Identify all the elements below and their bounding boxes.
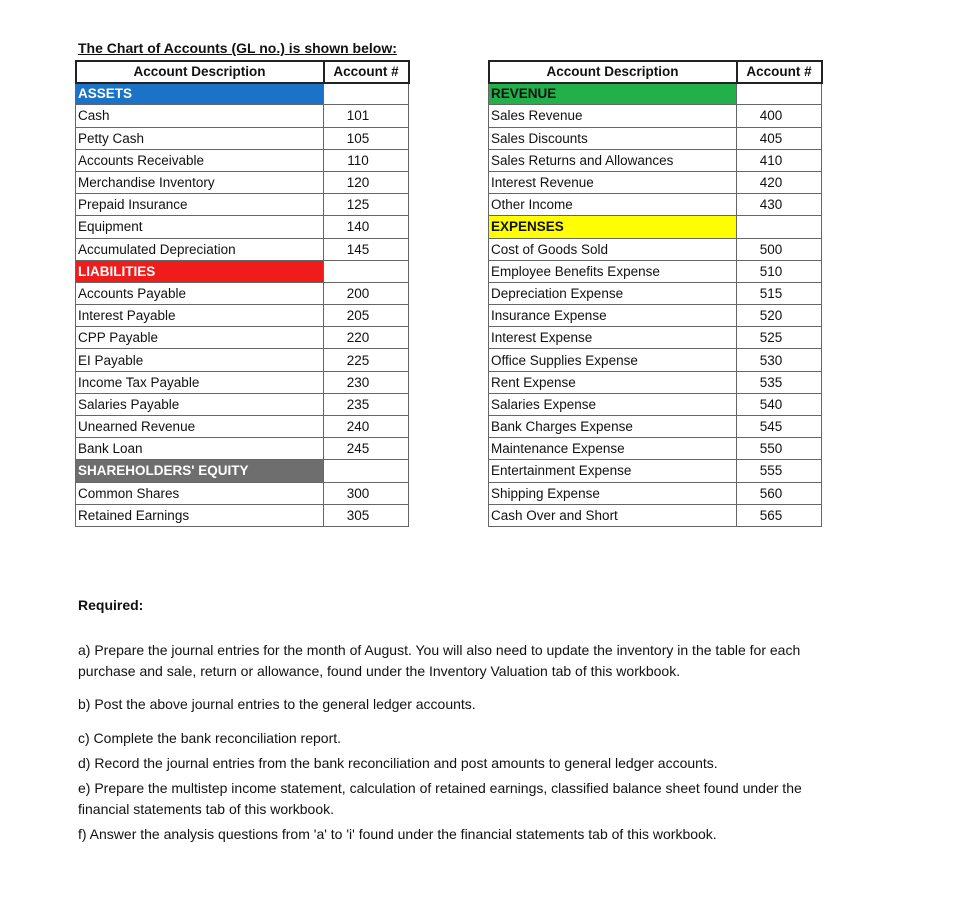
- account-row: [489, 393, 822, 415]
- account-number: 245: [324, 438, 409, 460]
- account-row: [489, 149, 822, 171]
- category-row: [489, 83, 822, 105]
- category-label: EXPENSES: [489, 216, 737, 238]
- account-row: [76, 127, 409, 149]
- account-number: [324, 460, 409, 482]
- account-number-header: Account #: [737, 61, 822, 83]
- account-number: 405: [737, 127, 822, 149]
- required-item-f: f) Answer the analysis questions from 'a' to 'i' found under the financial statements tab of this workbook.: [78, 826, 717, 842]
- account-number: 105: [324, 127, 409, 149]
- account-number: 140: [324, 216, 409, 238]
- category-label: SHAREHOLDERS' EQUITY: [76, 460, 324, 482]
- chart-of-accounts-left-table: [75, 60, 409, 527]
- account-row: [489, 238, 822, 260]
- account-row: [489, 171, 822, 193]
- account-description: Bank Charges Expense: [489, 416, 737, 438]
- account-number: 101: [324, 105, 409, 127]
- account-description: Sales Revenue: [489, 105, 737, 127]
- account-description: Accounts Receivable: [76, 149, 324, 171]
- account-description: Depreciation Expense: [489, 282, 737, 304]
- account-number: 200: [324, 282, 409, 304]
- required-item-d: d) Record the journal entries from the bank reconciliation and post amounts to general ledger accounts.: [78, 755, 718, 771]
- required-item-c: c) Complete the bank reconciliation report.: [78, 730, 342, 746]
- account-number: 225: [324, 349, 409, 371]
- account-description: Shipping Expense: [489, 482, 737, 504]
- account-description: Salaries Expense: [489, 393, 737, 415]
- account-description-header: Account Description: [76, 61, 324, 83]
- account-description-header: Account Description: [489, 61, 737, 83]
- account-row: [76, 105, 409, 127]
- account-description: Rent Expense: [489, 371, 737, 393]
- account-number: 560: [737, 482, 822, 504]
- account-row: [489, 194, 822, 216]
- account-number: [324, 260, 409, 282]
- account-number: 520: [737, 305, 822, 327]
- account-number: 220: [324, 327, 409, 349]
- account-number: 545: [737, 416, 822, 438]
- account-number: 400: [737, 105, 822, 127]
- account-number: 300: [324, 482, 409, 504]
- account-description: Common Shares: [76, 482, 324, 504]
- category-row: [76, 460, 409, 482]
- account-description: Petty Cash: [76, 127, 324, 149]
- chart-of-accounts-right-table: [488, 60, 822, 527]
- account-description: Bank Loan: [76, 438, 324, 460]
- account-row: [489, 349, 822, 371]
- table-header-row: [489, 61, 822, 83]
- account-number: 145: [324, 238, 409, 260]
- account-description: Interest Revenue: [489, 171, 737, 193]
- account-row: [76, 393, 409, 415]
- account-description: Accounts Payable: [76, 282, 324, 304]
- required-item-b: b) Post the above journal entries to the general ledger accounts.: [78, 696, 476, 712]
- required-item-e: e) Prepare the multistep income statement, calculation of retained earnings, classified balance sheet found under the financial statements tab of this workbook.: [78, 780, 802, 817]
- account-row: [489, 416, 822, 438]
- account-number: 430: [737, 194, 822, 216]
- account-number-header: Account #: [324, 61, 409, 83]
- category-label: REVENUE: [489, 83, 737, 105]
- account-number: 515: [737, 282, 822, 304]
- account-row: [76, 416, 409, 438]
- account-row: [489, 482, 822, 504]
- account-row: [76, 282, 409, 304]
- account-row: [76, 238, 409, 260]
- account-number: 205: [324, 305, 409, 327]
- account-row: [76, 171, 409, 193]
- account-description: Employee Benefits Expense: [489, 260, 737, 282]
- account-number: 530: [737, 349, 822, 371]
- account-description: Salaries Payable: [76, 393, 324, 415]
- account-description: Accumulated Depreciation: [76, 238, 324, 260]
- account-row: [76, 216, 409, 238]
- account-number: [737, 216, 822, 238]
- account-number: 410: [737, 149, 822, 171]
- account-description: Equipment: [76, 216, 324, 238]
- account-number: 500: [737, 238, 822, 260]
- account-row: [76, 327, 409, 349]
- account-number: 510: [737, 260, 822, 282]
- account-description: EI Payable: [76, 349, 324, 371]
- account-row: [76, 482, 409, 504]
- page-title: The Chart of Accounts (GL no.) is shown below:: [78, 40, 397, 56]
- required-heading: Required:: [78, 597, 144, 613]
- account-number: [737, 83, 822, 105]
- account-description: Interest Expense: [489, 327, 737, 349]
- account-description: Other Income: [489, 194, 737, 216]
- account-number: 125: [324, 194, 409, 216]
- account-row: [76, 371, 409, 393]
- account-number: 110: [324, 149, 409, 171]
- account-row: [489, 327, 822, 349]
- account-description: CPP Payable: [76, 327, 324, 349]
- account-number: 120: [324, 171, 409, 193]
- account-number: 550: [737, 438, 822, 460]
- account-description: Cash Over and Short: [489, 504, 737, 526]
- account-number: [324, 83, 409, 105]
- account-description: Entertainment Expense: [489, 460, 737, 482]
- account-description: Retained Earnings: [76, 504, 324, 526]
- account-description: Interest Payable: [76, 305, 324, 327]
- category-row: [76, 260, 409, 282]
- account-description: Cost of Goods Sold: [489, 238, 737, 260]
- account-number: 565: [737, 504, 822, 526]
- account-row: [76, 438, 409, 460]
- account-description: Insurance Expense: [489, 305, 737, 327]
- account-description: Merchandise Inventory: [76, 171, 324, 193]
- account-row: [489, 260, 822, 282]
- account-description: Income Tax Payable: [76, 371, 324, 393]
- account-description: Sales Discounts: [489, 127, 737, 149]
- account-number: 535: [737, 371, 822, 393]
- account-description: Maintenance Expense: [489, 438, 737, 460]
- account-row: [489, 127, 822, 149]
- account-row: [489, 371, 822, 393]
- category-label: LIABILITIES: [76, 260, 324, 282]
- account-row: [76, 194, 409, 216]
- required-list: [78, 640, 838, 845]
- account-number: 230: [324, 371, 409, 393]
- account-number: 235: [324, 393, 409, 415]
- account-row: [489, 460, 822, 482]
- account-row: [489, 438, 822, 460]
- account-row: [489, 282, 822, 304]
- account-row: [76, 349, 409, 371]
- account-row: [76, 149, 409, 171]
- account-row: [489, 305, 822, 327]
- category-row: [76, 83, 409, 105]
- table-header-row: [76, 61, 409, 83]
- account-number: 540: [737, 393, 822, 415]
- account-number: 305: [324, 504, 409, 526]
- required-item-a: a) Prepare the journal entries for the month of August. You will also need to update the inventory in the table for each purchase and sale, return or allowance, found under the Inventory Valuation tab of this workbook.: [78, 642, 801, 679]
- account-description: Unearned Revenue: [76, 416, 324, 438]
- account-number: 420: [737, 171, 822, 193]
- account-number: 525: [737, 327, 822, 349]
- account-description: Office Supplies Expense: [489, 349, 737, 371]
- category-row: [489, 216, 822, 238]
- account-description: Cash: [76, 105, 324, 127]
- account-number: 240: [324, 416, 409, 438]
- account-description: Sales Returns and Allowances: [489, 149, 737, 171]
- account-row: [76, 504, 409, 526]
- account-row: [489, 105, 822, 127]
- category-label: ASSETS: [76, 83, 324, 105]
- account-number: 555: [737, 460, 822, 482]
- account-row: [76, 305, 409, 327]
- account-description: Prepaid Insurance: [76, 194, 324, 216]
- account-row: [489, 504, 822, 526]
